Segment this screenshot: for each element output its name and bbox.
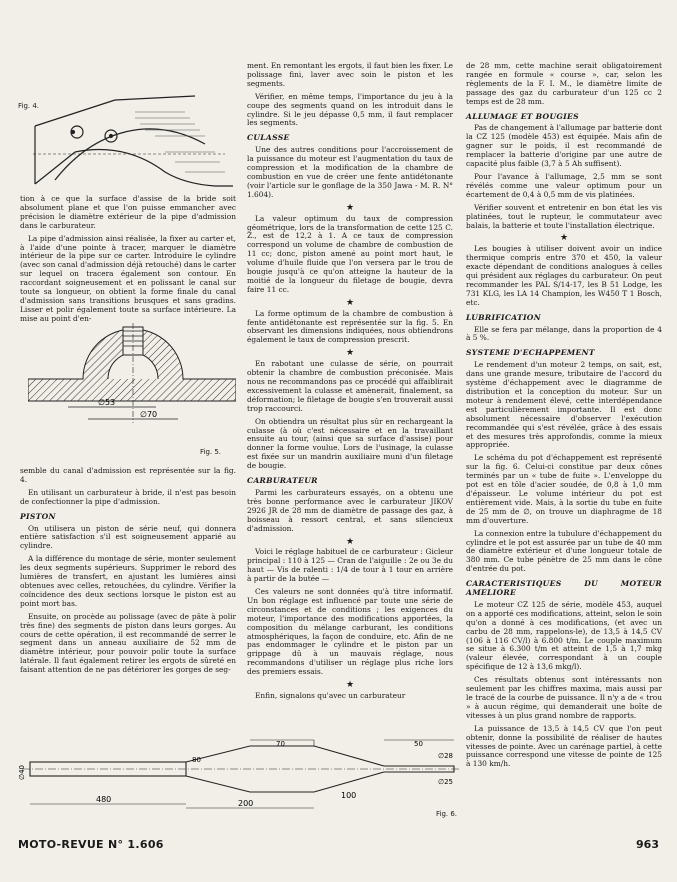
fig6-dim-25: ∅25 (438, 778, 454, 786)
paragraph: La puissance de 13,5 à 14,5 CV que l'on peut obtenir, donne la possibilité de réaliser de hautes vitesses de pointe. Avec un carénage partiel, à cette puissance correspond une vitesse de pointe de 125 à 130 km/h. (466, 723, 662, 769)
section-heading-echappement: SYSTEME D'ECHAPPEMENT (466, 348, 595, 358)
fig5-dim-53: ∅53 (98, 398, 116, 407)
figure-5-drawing (28, 323, 236, 438)
separator-star: ★ (345, 348, 355, 359)
fig6-dim-80: 80 (192, 756, 201, 764)
section-heading-caracteristiques: CARACTERISTIQUES DU MOTEUR AMELIORE (466, 579, 662, 598)
column-2 (247, 62, 453, 705)
paragraph: Le rendement d'un moteur 2 temps, on sait, est, dans une grande mesure, tributaire de l'accord du système d'échappement avec le diagramme de distribution et la conception du moteur. Sur un moteur à rendement élevé, cette interdépendance est particulièrement importante. Il est donc absolument nécessaire d'observer l'exécution recommandée qui s'est révélée, grâce à des essais et des mesures très approfondis, comme la mieux appropriée. (466, 360, 662, 450)
paragraph: Parmi les carburateurs essayés, on a obtenu une très bonne performance avec le carburateur JIKOV 2926 JR de 28 mm de diamètre de passage des gaz, à boisseau à ressort central, et sans silencieux d'admission. (247, 487, 453, 533)
separator-star: ★ (345, 680, 355, 691)
paragraph: Elle se fera par mélange, dans la proportion de 4 à 5 %. (466, 324, 662, 343)
fig6-dim-480: 480 (96, 795, 112, 804)
separator-star: ★ (345, 536, 355, 547)
fig6-dim-28: ∅28 (438, 752, 454, 760)
paragraph: On obtiendra un résultat plus sûr en rechargeant la culasse (à où c'est nécessaire et en la travaillant ensuite au tour, (ainsi que sa surface d'assise) pour donner la forme voulue. Lors de l'usinage, la culasse est fixée sur un mandrin auxiliaire muni d'un filetage de bougie. (247, 416, 453, 471)
column-1-top (20, 195, 236, 328)
fig6-dim-70: 70 (276, 740, 285, 748)
fig6-dim-100: 100 (341, 791, 357, 800)
paragraph: Ces résultats obtenus sont intéressants non seulement par les chiffres maxima, mais aussi par le tracé de la courbe de puissance. Il n'y a de « trou » à aucun régime, qui demanderait une boîte de vitesses à un plus grand nombre de rapports. (466, 675, 662, 720)
paragraph: On utilisera un piston de série neuf, qui donnera entière satisfaction s'il est soigneusement apparié au cylindre. (20, 523, 236, 551)
paragraph: Vérifier souvent et entretenir en bon état les vis platinées, tout le rupteur, le commutateur avec balais, la batterie et toute l'installation électrique. (466, 202, 662, 230)
separator-star: ★ (345, 297, 355, 308)
paragraph: A la différence du montage de série, monter seulement les deux segments supérieurs. Supprimer le rebord des lumières de transfert, en ajustant les lumières ainsi obtenues avec celles, retouchées, du cylindre. Vérifier la coïncidence des deux sections lorsque le piston est au point mort bas. (20, 554, 236, 608)
paragraph: de 28 mm, cette machine serait obligatoirement rangée en formule « course », car, selon les règlements de la F. I. M., le diamètre limite de passage des gaz du carburateur d'un 125 cc 2 temps est de 28 mm. (466, 61, 662, 106)
fig6-dim-50: 50 (414, 740, 423, 748)
column-1-bottom (20, 467, 236, 679)
column-3 (466, 62, 662, 773)
fig4-caption: Fig. 4. (18, 102, 40, 110)
figure-4-drawing (15, 92, 237, 192)
section-heading-lubrification: LUBRIFICATION (466, 312, 541, 322)
paragraph: Voici le réglage habituel de ce carburateur : Gicleur principal : 110 à 125 — Cran de l'aiguille : 2e ou 3e du haut — Vis de ralenti : 1/4 de tour à 1 tour en arrière à partir de la butée — (247, 547, 453, 584)
section-heading-carburateur: CARBURATEUR (247, 476, 318, 486)
paragraph: Ces valeurs ne sont données qu'à titre informatif. Un bon réglage est influencé par toute une série de circonstances et de conditions ; les exigences du moteur, l'importance des modifications apportées, la composition du mélange carburant, les conditions atmosphériques, la façon de conduire, etc. Afin de ne pas endommager le cylindre et le piston par un grippage dû à un mauvais réglage, nous recommandons d'utiliser un réglage plus riche lors des premiers essais. (247, 587, 453, 677)
paragraph: tion à ce que la surface d'assise de la bride soit absolument plane et que l'on puisse emmancher avec précision le diamètre extérieur de la pipe d'admission dans le carburateur. (20, 194, 236, 230)
separator-star: ★ (559, 233, 569, 244)
page-number: 963 (636, 838, 659, 851)
paragraph: ment. En remontant les ergots, il faut bien les fixer. Le polissage fini, laver avec soin le piston et les segments. (247, 61, 453, 88)
paragraph: En rabotant une culasse de série, on pourrait obtenir la chambre de combustion préconisée. Mais nous ne recommandons pas ce procédé qui affaiblirait excessivement la culasse et amènerait, finalement, sa déformation; le filetage de bougie s'en trouverait aussi trop raccourci. (247, 359, 453, 413)
paragraph: La pipe d'admission ainsi réalisée, la fixer au carter et, à l'aide d'une pointe à tracer, marquer le diamètre intérieur de la pipe sur ce carter. Introduire le cylindre (avec son canal d'admission déjà retouché) dans le carter sur lequel on tracera également son contour. En raccordant soigneusement et en polissant le canal sur toute sa longueur, on obtient la forme finale du canal d'admission sans transitions brusques et sans gradins. Lisser et polir également toute sa surface intérieure. La mise au point d'en- (20, 233, 236, 323)
paragraph: Pas de changement à l'allumage par batterie dont la CZ 125 (modèle 453) est équipée. Mais afin de gagner sur le poids, il est recommandé de remplacer la batterie d'origine par une autre de capacité plus faible (3,7 à 5 Ah suffisent). (466, 123, 662, 169)
section-heading-piston: PISTON (20, 511, 56, 521)
paragraph: semble du canal d'admission est représentée sur la fig. 4. (20, 466, 236, 484)
magazine-issue: MOTO-REVUE N° 1.606 (18, 838, 164, 851)
paragraph: Ensuite, on procède au polissage (avec de pâte à polir très fine) des segments de piston dans leurs gorges. Au cours de cette opération, il est recommandé de serrer le segment dans un anneau auxiliaire de 52 mm de diamètre intérieur, pour pouvoir polir toute la surface latérale. Il faut également retirer les ergots de sûreté en faisant attention de ne pas détériorer les gorges de seg- (20, 611, 236, 675)
paragraph: Pour l'avance à l'allumage, 2,5 mm se sont révélés comme une valeur optimum pour un écartement de 0,4 à 0,5 mm de vis platinées. (466, 171, 662, 199)
fig5-dim-70: ∅70 (140, 410, 158, 419)
paragraph: Une des autres conditions pour l'accroissement de la puissance du moteur est l'augmentation du taux de compression et la modification de la chambre de combustion en vue de créer une fente antidétonante (voir l'article sur le gonflage de la 350 Jawa - M. R. N° 1.604). (247, 145, 453, 199)
paragraph: Enfin, signalons qu'avec un carburateur (255, 691, 406, 700)
paragraph: Les bougies à utiliser doivent avoir un indice thermique compris entre 370 et 450, la valeur exacte dépendant de conditions analogues à celles qui président aux réglages du carburateur. On peut recommander les PAL S/14-17, les B 51 Lodge, les 731 KLG, les LA 14 Champion, les W450 T 1 Bosch, etc. (466, 244, 662, 307)
section-heading-culasse: CULASSE (247, 133, 290, 143)
paragraph: La valeur optimum du taux de compression géométrique, lors de la transformation de cette 125 C. Z., est de 12,2 à 1. A ce taux de compression correspond un volume de chambre de combustion de 11 cc; donc, piston amené au point mort haut, le volume d'huile fluide que l'on versera par le trou de bougie jusqu'à ce qu'on atteigne la hauteur de la moitié de la longueur du filetage de bougie, devra faire 11 cc. (247, 213, 453, 294)
fig5-caption: Fig. 5. (200, 448, 222, 456)
paragraph: La forme optimum de la chambre de combustion à fente antidétonante est représentée sur la fig. 5. En observant les dimensions indiquées, nous obtiendrons également le taux de compression prescrit. (247, 308, 453, 345)
figure-6-drawing (14, 738, 460, 818)
fig6-caption: Fig. 6. (436, 810, 458, 818)
paragraph: En utilisant un carburateur à bride, il n'est pas besoin de confectionner la pipe d'admission. (20, 487, 236, 506)
paragraph: Le schéma du pot d'échappement est représenté sur la fig. 6. Celui-ci constitue par deux cônes terminés par un « tube de fuite ». L'enveloppe du pot est en tôle d'acier soudée, de 0,8 à 1,0 mm d'épaisseur. Le volume intérieur du pot est entièrement vide. Mais, à la sortie du tube en fuite de 25 mm de ∅, on trouve un diaphragme de 18 mm d'ouverture. (466, 453, 662, 525)
section-heading-allumage: ALLUMAGE ET BOUGIES (466, 111, 579, 121)
paragraph: Le moteur CZ 125 de série, modèle 453, auquel on a apporté ces modifications, atteint, selon le soin qu'on a donné à ces modifications, (et avec un carbu de 28 mm, rappelons-le), de 13,5 à 14,5 CV (106 à 116 CV/l) à 6.800 t/m. Le couple maximum se situe à 6.300 t/m et atteint de 1,5 à 1,7 mkg (valeur élevée, correspondant à un couple spécifique de 12 à 13,6 mkg/l). (466, 599, 662, 672)
fig6-dim-40: ∅40 (18, 764, 26, 780)
separator-star: ★ (345, 202, 355, 213)
fig6-dim-200: 200 (238, 799, 254, 808)
paragraph: Vérifier, en même temps, l'importance du jeu à la coupe des segments quand on les introduit dans le cylindre. Si le jeu dépasse 0,5 mm, il faut remplacer les segments. (247, 91, 453, 128)
paragraph: La connexion entre la tubulure d'échappement du cylindre et le pot est assurée par un tube de 40 mm de diamètre extérieur et d'une longueur totale de 380 mm. Ce tube pénètre de 25 mm dans le cône d'entrée du pot. (466, 528, 662, 574)
